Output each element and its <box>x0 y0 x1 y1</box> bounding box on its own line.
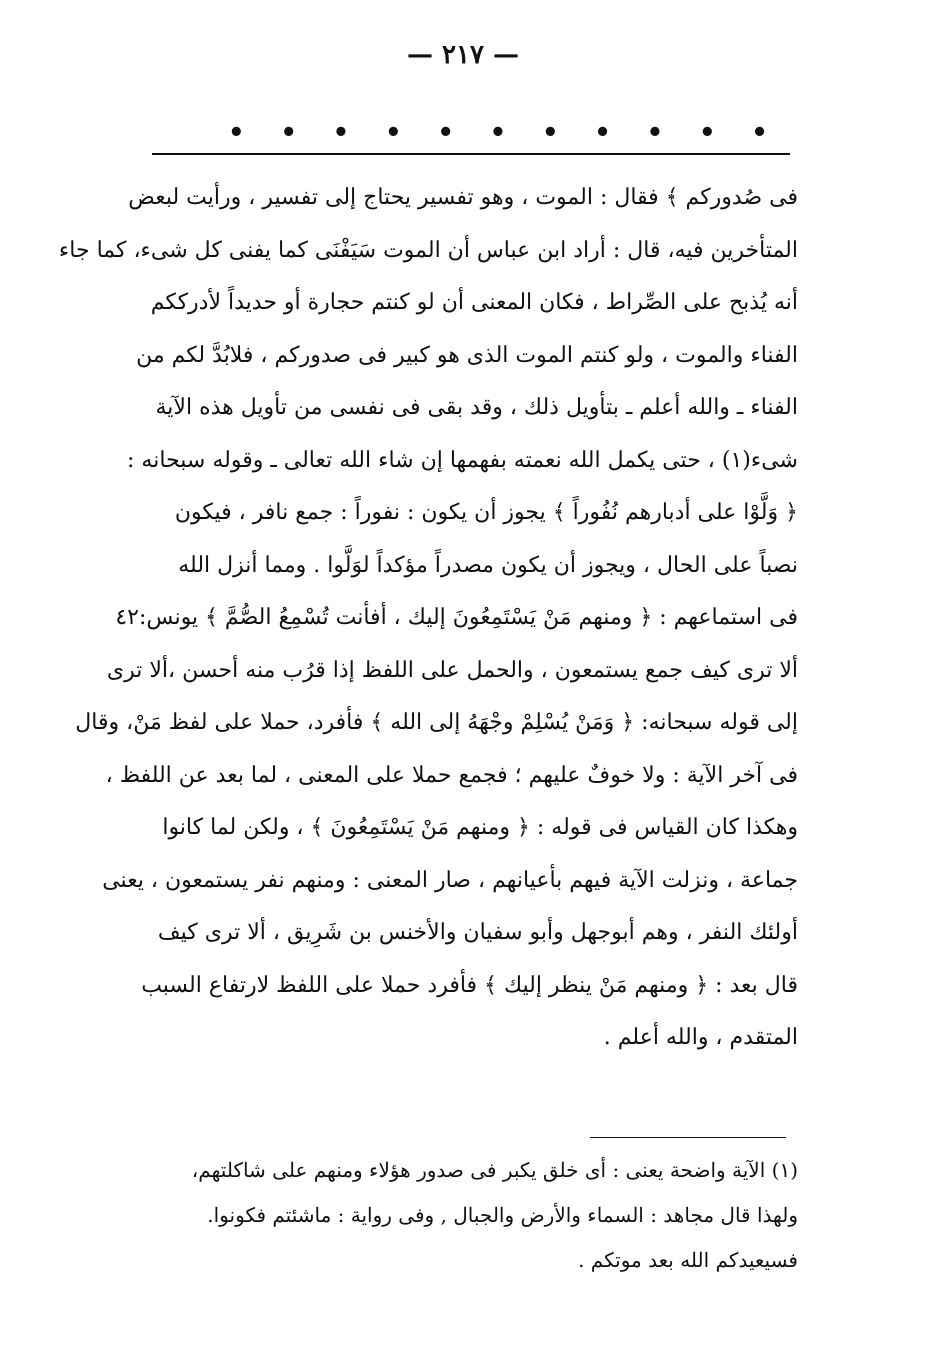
separator-dots <box>228 118 768 148</box>
text-line: الفناء ـ والله أعلم ـ بتأويل ذلك ، وقد بقى فى نفسى من تأويل هذه الآية <box>155 395 798 420</box>
footnote-line: فسيعيدكم الله بعد موتكم . <box>578 1248 798 1272</box>
page-number: — ٢١٧ — <box>406 40 520 70</box>
text-line: ﴿ وَلَّوْا على أدبارهم نُفُوراً ﴾ يجوز أن يكون : نفوراً : جمع نافر ، فيكون <box>174 500 798 525</box>
text-line: نصباً على الحال ، ويجوز أن يكون مصدراً مؤكداً لوَلَّوا . ومما أنزل الله <box>178 552 798 578</box>
separator-dot: • <box>332 118 350 148</box>
text-line: أنه يُذبح على الصِّراط ، فكان المعنى أن لو كنتم حجارة أو حديداً لأدرككم <box>150 290 798 315</box>
footnote-line: ولهذا قال مجاهد : السماء والأرض والجبال , وفى رواية : ماشئتم فكونوا. <box>207 1203 798 1227</box>
separator-dot: • <box>541 118 559 148</box>
body-text <box>58 172 798 1065</box>
text-line: ألا ترى كيف جمع يستمعون ، والحمل على اللفظ إذا قرُب منه أحسن ،ألا ترى <box>106 657 798 683</box>
text-line: المتأخرين فيه، قال : أراد ابن عباس أن الموت سَيَفْنَى كما يفنى كل شىء، كما جاء <box>58 237 798 263</box>
text-line: فى استماعهم : ﴿ ومنهم مَنْ يَسْتَمِعُونَ إليك ، أفأنت تُسْمِعُ الصُّمَّ ﴾ يونس:٤٢ <box>115 605 798 630</box>
text-line: المتقدم ، والله أعلم . <box>603 1025 798 1050</box>
separator-dot: • <box>280 118 297 148</box>
text-line: قال بعد : ﴿ ومنهم مَنْ ينظر إليك ﴾ فأفرد حملا على اللفظ لارتفاع السبب <box>141 972 798 998</box>
footnotes <box>132 1148 798 1283</box>
separator-dot: • <box>489 118 507 148</box>
footnote-rule <box>590 1137 786 1138</box>
separator-dot: • <box>228 118 245 148</box>
separator-dot: • <box>384 118 402 148</box>
text-line: فى صُدوركم ﴾ فقال : الموت ، وهو تفسير يحتاج إلى تفسير ، ورأيت لبعض <box>128 185 798 210</box>
separator-dot: • <box>698 118 716 148</box>
text-line: جماعة ، ونزلت الآية فيهم بأعيانهم ، صار المعنى : ومنهم نفر يستمعون ، يعنى <box>102 867 798 893</box>
text-line: أولئك النفر ، وهم أبوجهل وأبو سفيان والأخنس بن شَرِيق ، ألا ترى كيف <box>157 920 798 945</box>
separator-dot: • <box>594 118 611 148</box>
text-line: إلى قوله سبحانه: ﴿ وَمَنْ يُسْلِمْ وجْهَهُ إلى الله ﴾ فأفرد، حملا على لفظ مَنْ، وقال <box>75 710 798 735</box>
separator-dot: • <box>751 118 768 148</box>
text-line: وهكذا كان القياس فى قوله : ﴿ ومنهم مَنْ يَسْتَمِعُونَ ﴾ ، ولكن لما كانوا <box>162 815 798 840</box>
text-line: الفناء والموت ، ولو كنتم الموت الذى هو كبير فى صدوركم ، فلابُدَّ لكم من <box>136 342 798 368</box>
text-line: شىء(١) ، حتى يكمل الله نعمته بفهمها إن شاء الله تعالى ـ وقوله سبحانه : <box>127 447 798 473</box>
top-rule <box>152 153 790 155</box>
separator-dot: • <box>646 118 664 148</box>
footnote-line: (١) الآية واضحة يعنى : أى خلق يكبر فى صدور هؤلاء ومنهم على شاكلتهم، <box>191 1158 798 1182</box>
text-line: فى آخر الآية : ولا خوفٌ عليهم ؛ فجمع حملا على المعنى ، لما بعد عن اللفظ ، <box>105 762 798 788</box>
separator-dot: • <box>437 118 454 148</box>
